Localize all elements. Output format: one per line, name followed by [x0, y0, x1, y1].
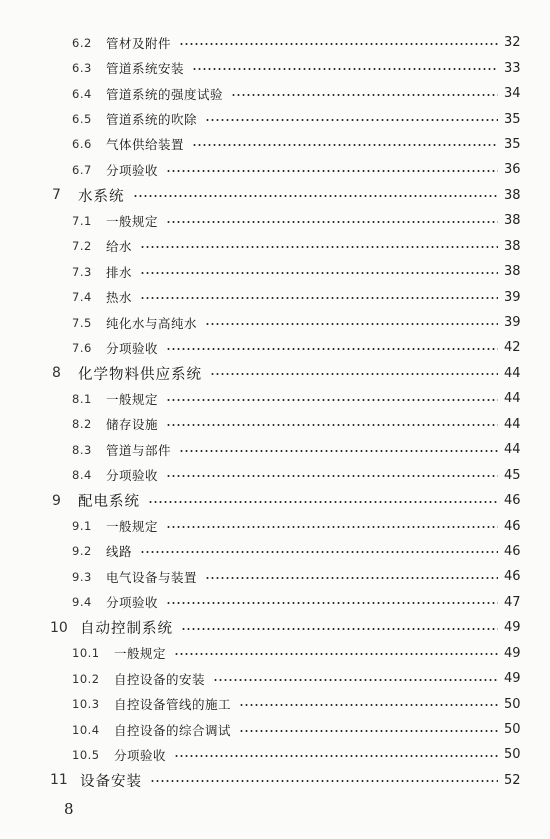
- toc-dot-leader: [210, 373, 498, 375]
- toc-dot-leader: [150, 780, 498, 782]
- toc-entry-title: 一般规定: [106, 213, 159, 229]
- toc-entry-number: 8.1: [72, 391, 92, 406]
- toc-entry-page-number: 50: [504, 722, 521, 738]
- toc-entry-title: 分项验收: [106, 468, 159, 484]
- toc-entry-page-number: 44: [504, 416, 521, 432]
- toc-dot-leader: [166, 475, 498, 477]
- toc-entry-title: 一般规定: [114, 646, 167, 662]
- toc-entry-title: 设备安装: [80, 773, 142, 790]
- toc-section-entry[interactable]: [0, 666, 550, 691]
- toc-entry-title: 气体供给装置: [106, 137, 185, 153]
- toc-entry-number: 6.6: [72, 137, 92, 152]
- toc-entry-number: 11: [50, 772, 68, 789]
- toc-dot-leader: [192, 68, 498, 70]
- toc-entry-page-number: 50: [504, 747, 521, 763]
- toc-entry-number: 10.4: [72, 722, 100, 737]
- toc-dot-leader: [133, 195, 499, 197]
- toc-entry-title: 一般规定: [106, 391, 159, 407]
- toc-section-entry[interactable]: [0, 742, 550, 767]
- toc-entry-page-number: 33: [504, 60, 521, 76]
- toc-entry-number: 9.1: [72, 519, 92, 534]
- toc-chapter-entry[interactable]: [0, 768, 550, 793]
- toc-chapter-entry[interactable]: [0, 183, 550, 208]
- toc-dot-leader: [166, 602, 498, 604]
- toc-entry-number: 10: [50, 619, 68, 636]
- toc-dot-leader: [140, 551, 498, 553]
- toc-entry-page-number: 46: [504, 569, 521, 585]
- toc-section-entry[interactable]: [0, 259, 550, 284]
- toc-entry-number: 7.2: [72, 239, 92, 254]
- toc-entry-number: 6.2: [72, 35, 92, 50]
- toc-entry-number: 10.2: [72, 671, 100, 686]
- toc-entry-page-number: 42: [504, 340, 521, 356]
- toc-chapter-entry[interactable]: [0, 615, 550, 640]
- toc-entry-page-number: 44: [504, 391, 521, 407]
- toc-entry-page-number: 47: [504, 594, 521, 610]
- toc-section-entry[interactable]: [0, 717, 550, 742]
- toc-entry-number: 7.3: [72, 264, 92, 279]
- toc-entry-title: 给水: [106, 239, 133, 255]
- toc-entry-title: 一般规定: [106, 519, 159, 535]
- toc-chapter-entry[interactable]: [0, 488, 550, 513]
- table-of-contents: [0, 30, 550, 793]
- toc-section-entry[interactable]: [0, 513, 550, 538]
- toc-entry-number: 6.3: [72, 61, 92, 76]
- toc-entry-number: 9.3: [72, 569, 92, 584]
- toc-dot-leader: [148, 501, 498, 503]
- toc-entry-title: 管道与部件: [106, 442, 172, 458]
- toc-section-entry[interactable]: [0, 157, 550, 182]
- toc-entry-page-number: 49: [504, 645, 521, 661]
- toc-dot-leader: [166, 170, 498, 172]
- toc-entry-page-number: 49: [504, 620, 521, 636]
- toc-section-entry[interactable]: [0, 55, 550, 80]
- toc-entry-title: 储存设施: [106, 417, 159, 433]
- toc-dot-leader: [239, 704, 498, 706]
- toc-section-entry[interactable]: [0, 437, 550, 462]
- toc-entry-page-number: 45: [504, 467, 521, 483]
- toc-dot-leader: [205, 119, 498, 121]
- toc-section-entry[interactable]: [0, 462, 550, 487]
- toc-entry-page-number: 46: [504, 543, 521, 559]
- toc-chapter-entry[interactable]: [0, 361, 550, 386]
- toc-entry-title: 分项验收: [114, 747, 167, 763]
- toc-entry-number: 8.4: [72, 468, 92, 483]
- toc-dot-leader: [179, 450, 498, 452]
- toc-entry-title: 纯化水与高纯水: [106, 315, 198, 331]
- toc-dot-leader: [166, 399, 498, 401]
- toc-entry-page-number: 44: [504, 442, 521, 458]
- toc-entry-title: 管道系统的强度试验: [106, 86, 224, 102]
- toc-dot-leader: [140, 246, 498, 248]
- toc-entry-number: 8.3: [72, 442, 92, 457]
- toc-entry-title: 水系统: [78, 188, 125, 205]
- toc-entry-title: 排水: [106, 264, 133, 280]
- toc-entry-number: 7.5: [72, 315, 92, 330]
- toc-entry-page-number: 39: [504, 289, 521, 305]
- toc-entry-number: 6.4: [72, 86, 92, 101]
- toc-entry-title: 分项验收: [106, 595, 159, 611]
- toc-entry-title: 自控设备管线的施工: [114, 697, 232, 713]
- toc-entry-number: 8.2: [72, 417, 92, 432]
- toc-dot-leader: [181, 628, 498, 630]
- toc-entry-number: 9.4: [72, 595, 92, 610]
- toc-entry-title: 管道系统安装: [106, 61, 185, 77]
- toc-section-entry[interactable]: [0, 335, 550, 360]
- toc-entry-title: 配电系统: [78, 494, 140, 511]
- toc-dot-leader: [192, 144, 498, 146]
- toc-entry-page-number: 38: [504, 238, 521, 254]
- toc-section-entry[interactable]: [0, 81, 550, 106]
- toc-section-entry[interactable]: [0, 30, 550, 55]
- toc-dot-leader: [140, 272, 498, 274]
- toc-entry-title: 管材及附件: [106, 35, 172, 51]
- toc-dot-leader: [213, 679, 498, 681]
- toc-entry-page-number: 38: [504, 187, 521, 203]
- toc-entry-title: 分项验收: [106, 162, 159, 178]
- toc-entry-number: 6.7: [72, 162, 92, 177]
- toc-section-entry[interactable]: [0, 564, 550, 589]
- toc-entry-number: 10.1: [72, 646, 100, 661]
- toc-entry-number: 6.5: [72, 112, 92, 127]
- toc-section-entry[interactable]: [0, 641, 550, 666]
- toc-entry-title: 自动控制系统: [80, 621, 173, 638]
- toc-entry-number: 9.2: [72, 544, 92, 559]
- toc-section-entry[interactable]: [0, 234, 550, 259]
- toc-entry-page-number: 36: [504, 162, 521, 178]
- toc-dot-leader: [140, 297, 498, 299]
- toc-entry-number: 10.5: [72, 747, 100, 762]
- toc-entry-page-number: 44: [504, 365, 521, 381]
- toc-dot-leader: [205, 323, 498, 325]
- toc-dot-leader: [166, 221, 498, 223]
- toc-entry-page-number: 34: [504, 86, 521, 102]
- toc-entry-page-number: 49: [504, 671, 521, 687]
- toc-entry-title: 化学物料供应系统: [78, 366, 202, 383]
- toc-entry-page-number: 39: [504, 315, 521, 331]
- toc-entry-page-number: 38: [504, 213, 521, 229]
- toc-entry-number: 8: [52, 365, 61, 382]
- toc-entry-page-number: 50: [504, 696, 521, 712]
- toc-dot-leader: [166, 348, 498, 350]
- toc-entry-page-number: 38: [504, 264, 521, 280]
- toc-section-entry[interactable]: [0, 310, 550, 335]
- toc-section-entry[interactable]: [0, 691, 550, 716]
- toc-dot-leader: [174, 653, 498, 655]
- toc-dot-leader: [166, 424, 498, 426]
- toc-entry-page-number: 32: [504, 35, 521, 51]
- toc-entry-page-number: 35: [504, 111, 521, 127]
- toc-entry-number: 7.1: [72, 213, 92, 228]
- toc-section-entry[interactable]: [0, 132, 550, 157]
- toc-entry-number: 7.6: [72, 340, 92, 355]
- toc-entry-number: 10.3: [72, 697, 100, 712]
- toc-section-entry[interactable]: [0, 284, 550, 309]
- toc-entry-page-number: 46: [504, 518, 521, 534]
- toc-entry-page-number: 52: [504, 772, 521, 788]
- toc-section-entry[interactable]: [0, 106, 550, 131]
- toc-dot-leader: [231, 94, 498, 96]
- page-folio: 8: [64, 800, 74, 818]
- toc-entry-number: 7.4: [72, 290, 92, 305]
- toc-entry-title: 管道系统的吹除: [106, 112, 198, 128]
- toc-dot-leader: [239, 730, 498, 732]
- toc-section-entry[interactable]: [0, 590, 550, 615]
- toc-entry-title: 自控设备的安装: [114, 671, 206, 687]
- toc-entry-number: 9: [52, 492, 61, 509]
- toc-entry-page-number: 46: [504, 493, 521, 509]
- toc-section-entry[interactable]: [0, 386, 550, 411]
- toc-dot-leader: [174, 755, 498, 757]
- toc-entry-title: 热水: [106, 290, 133, 306]
- toc-dot-leader: [166, 526, 498, 528]
- toc-entry-title: 自控设备的综合调试: [114, 722, 232, 738]
- toc-entry-number: 7: [52, 187, 61, 204]
- toc-dot-leader: [179, 43, 498, 45]
- toc-dot-leader: [205, 577, 498, 579]
- toc-section-entry[interactable]: [0, 539, 550, 564]
- toc-section-entry[interactable]: [0, 412, 550, 437]
- toc-section-entry[interactable]: [0, 208, 550, 233]
- toc-entry-title: 电气设备与装置: [106, 569, 198, 585]
- toc-entry-title: 分项验收: [106, 340, 159, 356]
- toc-entry-page-number: 35: [504, 136, 521, 152]
- toc-entry-title: 线路: [106, 544, 133, 560]
